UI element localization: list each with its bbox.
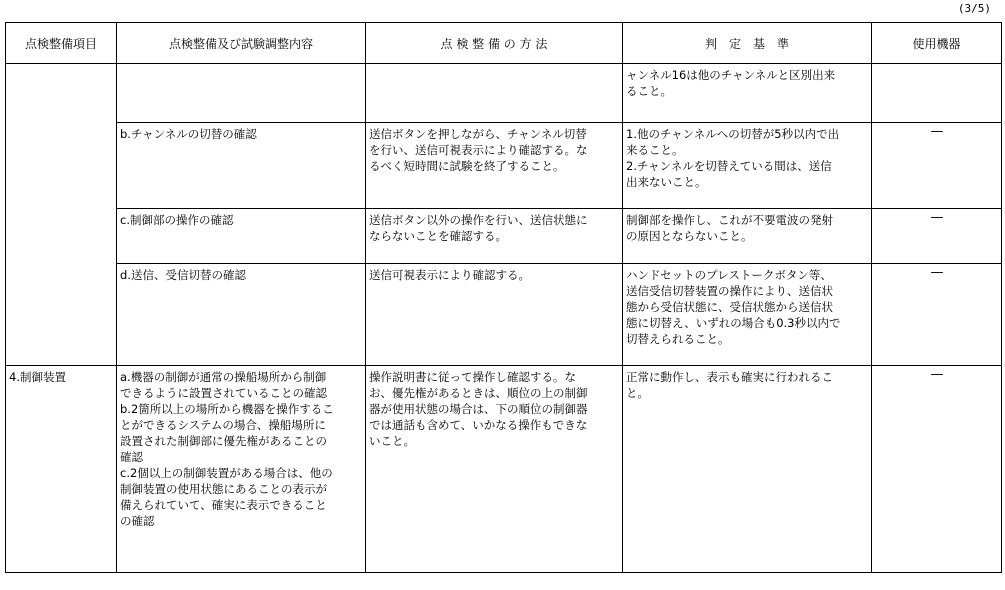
equipment-cell: — [872, 366, 1002, 573]
criteria-cell: 制御部を操作し、これが不要電波の発射 の原因とならないこと。 [623, 209, 872, 264]
criteria-cell: ャンネル16は他のチャンネルと区別出来 ること。 [623, 64, 872, 123]
header-criteria: 判 定 基 準 [623, 23, 872, 64]
header-item: 点検整備項目 [6, 23, 117, 64]
table-row [6, 366, 1002, 573]
table-row [6, 209, 1002, 264]
content-cell: a.機器の制御が通常の操船場所から制御 できるように設置されていることの確認 b.2箇所以上の場所から機器を操作するこ とができるシステムの場合、操船場所に 設置された制御部に優先権があることの 確認 c.2個以上の制御装置がある場合は、他の 制御装置の使用状態にあることの表示が 備えられていて、確実に表示できること の確認 [117, 366, 366, 573]
method-cell: 送信可視表示により確認する。 [366, 264, 623, 366]
table-row [6, 264, 1002, 366]
inspection-table [5, 22, 1002, 573]
header-row [6, 23, 1002, 64]
equipment-cell: — [872, 123, 1002, 209]
method-cell: 操作説明書に従って操作し確認する。な お、優先権があるときは、順位の上の制御 器が使用状態の場合は、下の順位の制御器 では通話も含めて、いかなる操作もできな いこと。 [366, 366, 623, 573]
header-equipment: 使用機器 [872, 23, 1002, 64]
header-content: 点検整備及び試験調整内容 [117, 23, 366, 64]
content-cell: c.制御部の操作の確認 [117, 209, 366, 264]
method-cell [366, 64, 623, 123]
criteria-cell: 正常に動作し、表示も確実に行われるこ と。 [623, 366, 872, 573]
table-row [6, 123, 1002, 209]
method-cell: 送信ボタン以外の操作を行い、送信状態に ならないことを確認する。 [366, 209, 623, 264]
equipment-cell: — [872, 264, 1002, 366]
content-cell [117, 64, 366, 123]
content-cell: b.チャンネルの切替の確認 [117, 123, 366, 209]
criteria-cell: 1.他のチャンネルへの切替が5秒以内で出 来ること。 2.チャンネルを切替えている間は、送信 出来ないこと。 [623, 123, 872, 209]
header-method: 点 検 整 備 の 方 法 [366, 23, 623, 64]
method-cell: 送信ボタンを押しながら、チャンネル切替 を行い、送信可視表示により確認する。な るべく短時間に試験を終了すること。 [366, 123, 623, 209]
item-cell: 4.制御装置 [6, 366, 117, 573]
item-cell-continued [6, 64, 117, 366]
page-number: (3/5) [957, 2, 991, 15]
content-cell: d.送信、受信切替の確認 [117, 264, 366, 366]
equipment-cell: — [872, 209, 1002, 264]
equipment-cell [872, 64, 1002, 123]
table-row [6, 64, 1002, 123]
criteria-cell: ハンドセットのプレストークボタン等、 送信受信切替装置の操作により、送信状 態から受信状態に、受信状態から送信状 態に切替え、いずれの場合も0.3秒以内で 切替えられること。 [623, 264, 872, 366]
